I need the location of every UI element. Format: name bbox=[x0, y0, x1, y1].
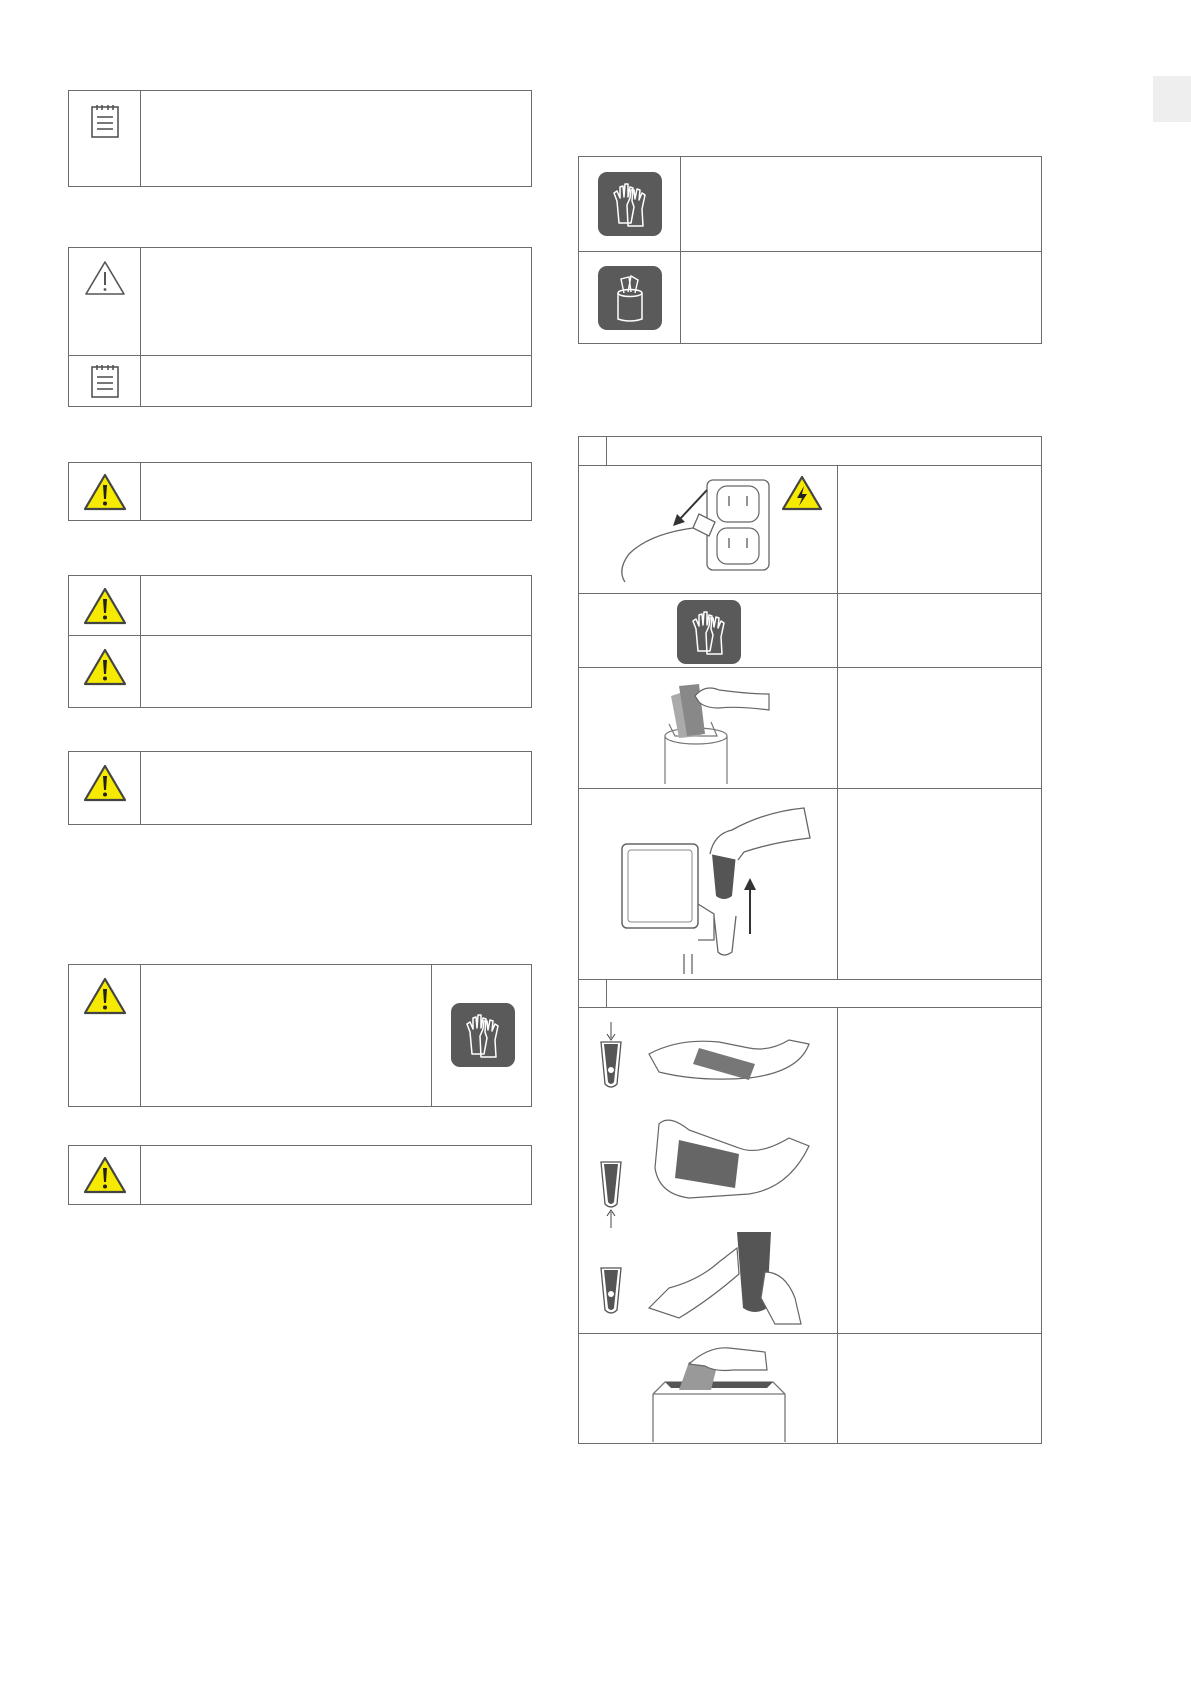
warning-icon-cell bbox=[69, 752, 141, 824]
step-row-dispose bbox=[579, 1333, 1041, 1443]
warning-yellow-icon bbox=[83, 1156, 127, 1194]
warning-yellow-icon bbox=[83, 764, 127, 802]
section-number-divider bbox=[606, 980, 607, 1007]
gloves-icon bbox=[676, 599, 742, 665]
warning-box-4 bbox=[68, 1145, 532, 1205]
electrical-hazard-icon bbox=[781, 475, 823, 511]
step-row-remove-holder bbox=[579, 788, 1041, 979]
equipment-row-gloves bbox=[579, 157, 1041, 251]
caution-icon-cell bbox=[69, 248, 141, 355]
column-divider bbox=[837, 1007, 838, 1443]
warning-row bbox=[69, 635, 531, 707]
caution-row bbox=[69, 248, 531, 355]
warning-box-1 bbox=[68, 462, 532, 521]
wipe-holder-illustration bbox=[589, 1018, 829, 1328]
warning-box-2 bbox=[68, 575, 532, 708]
step-row-wipe-holder bbox=[579, 1007, 1041, 1333]
note-row bbox=[69, 355, 531, 406]
wipes-canister-icon bbox=[597, 265, 663, 331]
column-divider bbox=[431, 965, 432, 1106]
remove-holder-illustration bbox=[614, 804, 824, 974]
equipment-icon-cell bbox=[579, 157, 681, 251]
equipment-row-wipes bbox=[579, 251, 1041, 343]
warning-yellow-icon bbox=[83, 473, 127, 511]
page-corner-tab bbox=[1153, 76, 1191, 122]
gloves-icon bbox=[597, 171, 663, 237]
note-icon-cell bbox=[69, 356, 141, 406]
warning-box-gloves bbox=[68, 964, 532, 1107]
warning-yellow-icon bbox=[83, 587, 127, 625]
equipment-icon-cell bbox=[579, 252, 681, 343]
note-icon-cell bbox=[69, 91, 141, 186]
notepad-icon bbox=[89, 103, 121, 139]
step-row-unplug bbox=[579, 465, 1041, 593]
warning-yellow-icon bbox=[83, 977, 127, 1015]
caution-outline-icon bbox=[84, 260, 126, 296]
gloves-icon bbox=[450, 1002, 516, 1068]
warning-icon-cell bbox=[69, 1146, 141, 1204]
section-header bbox=[579, 437, 1041, 465]
warning-row bbox=[69, 576, 531, 635]
warning-icon-cell bbox=[69, 636, 141, 707]
equipment-table bbox=[578, 156, 1042, 344]
take-wipe-illustration bbox=[649, 676, 789, 786]
warning-icon-cell bbox=[69, 463, 141, 520]
warning-icon-cell bbox=[69, 965, 141, 1106]
procedure-table bbox=[578, 436, 1042, 1444]
column-divider bbox=[837, 465, 838, 979]
note-box-1 bbox=[68, 90, 532, 187]
dispose-wipe-illustration bbox=[649, 1342, 789, 1442]
step-row-gloves bbox=[579, 593, 1041, 667]
notepad-icon bbox=[89, 363, 121, 399]
warning-yellow-icon bbox=[83, 648, 127, 686]
step-row-take-wipe bbox=[579, 667, 1041, 788]
warning-icon-cell bbox=[69, 576, 141, 635]
warning-box-3 bbox=[68, 751, 532, 825]
caution-box bbox=[68, 247, 532, 407]
section-header bbox=[579, 979, 1041, 1007]
section-number-divider bbox=[606, 437, 607, 465]
